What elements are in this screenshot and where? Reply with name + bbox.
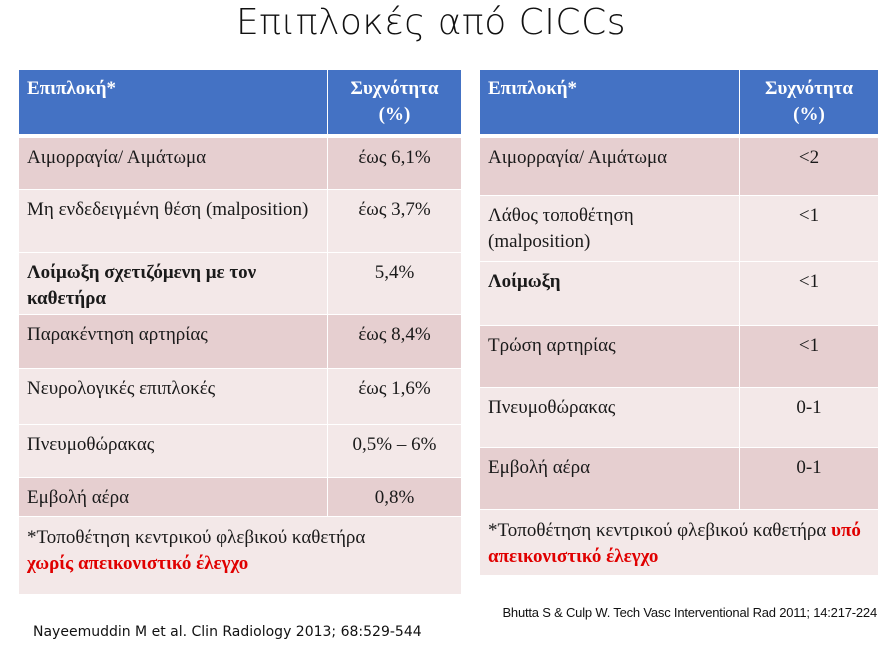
complication-cell: Λοίμωξη: [480, 261, 739, 325]
frequency-cell: 5,4%: [327, 252, 461, 314]
complication-cell: Πνευμοθώρακας: [19, 424, 327, 477]
column-header-frequency: Συχνότητα (%): [739, 70, 878, 137]
table-row: [480, 447, 878, 509]
frequency-cell: έως 8,4%: [327, 314, 461, 368]
complication-cell: Νευρολογικές επιπλοκές: [19, 368, 327, 424]
table-header-row: [19, 70, 461, 137]
complication-cell: Παρακέντηση αρτηρίας: [19, 314, 327, 368]
frequency-cell: <2: [739, 137, 878, 195]
column-header-complication: Επιπλοκή*: [480, 70, 739, 137]
frequency-cell: 0-1: [739, 447, 878, 509]
frequency-cell: έως 6,1%: [327, 137, 461, 189]
table-row: [480, 137, 878, 195]
table-row: [19, 137, 461, 189]
complications-table-left: [19, 70, 461, 594]
complications-table-right: [480, 70, 878, 575]
column-header-frequency: Συχνότητα (%): [327, 70, 461, 137]
frequency-cell: <1: [739, 325, 878, 387]
table-row: [19, 189, 461, 252]
slide-title: Επιπλοκές από CICCs: [236, 2, 626, 43]
table-row: [480, 261, 878, 325]
complication-cell: Εμβολή αέρα: [480, 447, 739, 509]
table-row: [19, 477, 461, 516]
complication-cell: Πνευμοθώρακας: [480, 387, 739, 447]
footnote: [480, 509, 878, 575]
frequency-cell: <1: [739, 261, 878, 325]
complication-cell: Λάθος τοποθέτηση (malposition): [480, 195, 739, 261]
frequency-cell: έως 1,6%: [327, 368, 461, 424]
table-row: [480, 325, 878, 387]
complication-cell: Αιμορραγία/ Αιμάτωμα: [19, 137, 327, 189]
complication-cell: Εμβολή αέρα: [19, 477, 327, 516]
footnote-text: *Τοποθέτηση κεντρικού φλεβικού καθετήρα: [488, 520, 827, 541]
footnote-highlight: χωρίς απεικονιστικό έλεγχο: [27, 553, 249, 574]
footnote: [19, 516, 461, 594]
complication-cell: Λοίμωξη σχετιζόμενη με τον καθετήρα: [19, 252, 327, 314]
frequency-cell: <1: [739, 195, 878, 261]
table-row: [480, 195, 878, 261]
footnote-highlight: υπό απεικονιστικό έλεγχο: [488, 520, 861, 567]
table-row: [480, 387, 878, 447]
citation-left: Nayeemuddin M et al. Clin Radiology 2013; 68:529-544: [33, 624, 422, 640]
table-footnote-row: [19, 516, 461, 594]
complication-cell: Αιμορραγία/ Αιμάτωμα: [480, 137, 739, 195]
table-row: [19, 314, 461, 368]
frequency-cell: 0,8%: [327, 477, 461, 516]
table-header-row: [480, 70, 878, 137]
footnote-text: *Τοποθέτηση κεντρικού φλεβικού καθετήρα: [27, 527, 366, 548]
table-footnote-row: [480, 509, 878, 575]
complication-cell: Μη ενδεδειγμένη θέση (malposition): [19, 189, 327, 252]
frequency-cell: 0,5% – 6%: [327, 424, 461, 477]
column-header-complication: Επιπλοκή*: [19, 70, 327, 137]
complication-cell: Τρώση αρτηρίας: [480, 325, 739, 387]
frequency-cell: 0-1: [739, 387, 878, 447]
citation-right: Bhutta S & Culp W. Tech Vasc Interventional Rad 2011; 14:217-224: [502, 605, 877, 620]
table-row: [19, 252, 461, 314]
table-row: [19, 424, 461, 477]
frequency-cell: έως 3,7%: [327, 189, 461, 252]
table-row: [19, 368, 461, 424]
